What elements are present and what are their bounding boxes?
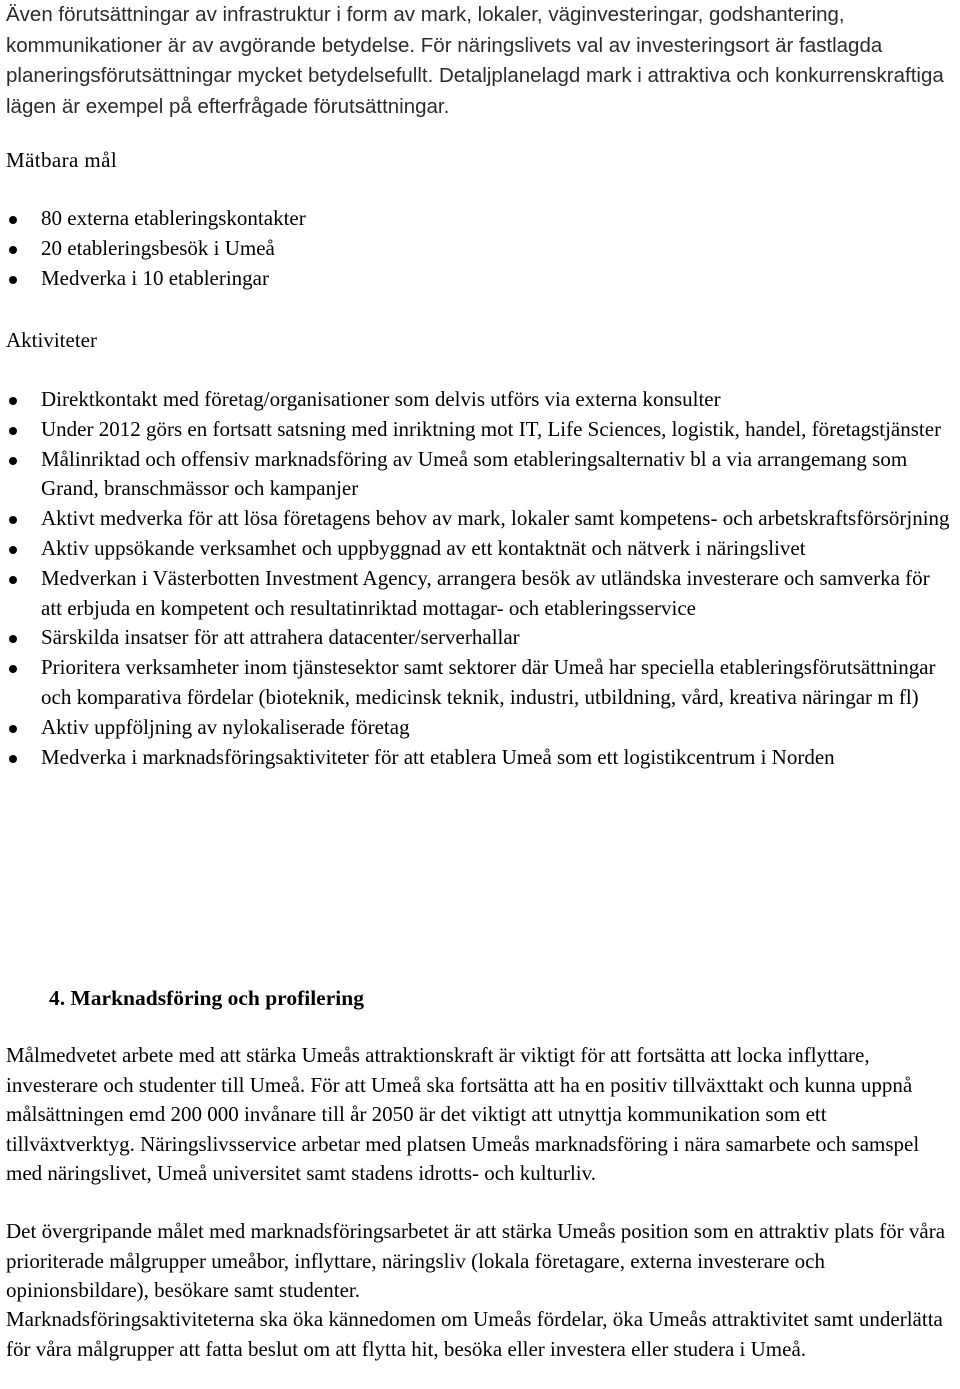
list-item-text: Aktiv uppsökande verksamhet och uppbyggnad av ett kontaktnät och nätverk i näringslivet xyxy=(41,535,806,560)
bullet-icon xyxy=(9,546,17,554)
body-paragraph: Målmedvetet arbete med att stärka Umeås attraktionskraft är viktigt för att fortsätta att locka inflyttare, investerare och studenter till Umeå. För att Umeå ska fortsätta att ha en positiv tillväxttakt och kunna uppnå målsättningen emd 200 000 invånare till år 2050 är det viktigt att utnyttja kommunikation som ett tillväxtverktyg. Näringslivsservice arbetar med platsen Umeås marknadsföring i nära samarbete och samspel med näringslivet, Umeå universitet samt stadens idrotts- och kulturliv. xyxy=(6,1043,920,1185)
list-item xyxy=(0,234,953,264)
intro-paragraph: Även förutsättningar av infrastruktur i form av mark, lokaler, väginvesteringar, godshantering, kommunikationer är av avgörande betydelse. För näringslivets val av investeringsort är fastlagda planeringsförutsättningar mycket betydelsefullt. Detaljplanelagd mark i attraktiva och konkurrenskraftiga lägen är exempel på efterfrågade förutsättningar. xyxy=(6,3,944,118)
bullet-icon xyxy=(9,397,17,405)
list-item-text: Målinriktad och offensiv marknadsföring av Umeå som etableringsalternativ bl a via arrangemang som Grand, branschmässor och kampanjer xyxy=(41,446,908,501)
body-paragraph: Marknadsföringsaktiviteterna ska öka kännedomen om Umeås fördelar, öka Umeås attraktivitet samt underlätta för våra målgrupper att fatta beslut om att flytta hit, besöka eller investera eller studera i Umeå. xyxy=(6,1307,943,1361)
body-paragraph: Det övergripande målet med marknadsföringsarbetet är att stärka Umeås position som en attraktiv plats för våra prioriterade målgrupper umeåbor, inflyttare, näringsliv (lokala företagare, externa investerare och opinionsbildare), besökare samt studenter. xyxy=(6,1219,946,1302)
bullet-icon xyxy=(9,216,17,224)
bullet-icon xyxy=(9,276,17,284)
list-item-text: 80 externa etableringskontakter xyxy=(41,206,306,230)
list-item-text: Medverkan i Västerbotten Investment Agency, arrangera besök av utländska investerare och samverka för att erbjuda en kompetent och resultatinriktad mottagar- och etableringsservice xyxy=(41,565,930,620)
list-item-text: Under 2012 görs en fortsatt satsning med inriktning mot IT, Life Sciences, logistik, handel, företagstjänster xyxy=(41,416,942,441)
activities-list xyxy=(0,385,960,772)
list-item xyxy=(0,623,953,653)
bullet-icon xyxy=(9,516,17,524)
list-item-text: 20 etableringsbesök i Umeå xyxy=(41,235,275,260)
section-title: 4. Marknadsföring och profilering xyxy=(49,986,364,1010)
list-item-text: Prioritera verksamheter inom tjänstesektor samt sektorer där Umeå har speciella etableringsförutsättningar och komparativa fördelar (bioteknik, medicinsk teknik, industri, utbildning, vård, kreativa näringar m fl) xyxy=(41,655,936,709)
list-item xyxy=(0,534,953,564)
list-item-text: Medverka i 10 etableringar xyxy=(41,265,269,290)
list-item xyxy=(0,743,953,773)
measurable-goals-heading: Mätbara mål xyxy=(6,148,118,172)
bullet-icon xyxy=(9,725,17,733)
bullet-icon xyxy=(9,635,17,643)
list-item-text: Direktkontakt med företag/organisationer som delvis utförs via externa konsulter xyxy=(41,387,721,411)
measurable-goals-list xyxy=(0,204,960,293)
list-item xyxy=(0,713,953,743)
list-item xyxy=(0,653,953,713)
list-item-text: Aktivt medverka för att lösa företagens behov av mark, lokaler samt kompetens- och arbetskraftsförsörjning xyxy=(41,506,950,531)
bullet-icon xyxy=(9,427,17,435)
bullet-icon xyxy=(9,576,17,584)
list-item xyxy=(0,264,953,294)
list-item xyxy=(0,445,953,505)
list-item-text: Medverka i marknadsföringsaktiviteter för att etablera Umeå som ett logistikcentrum i Norden xyxy=(41,744,835,769)
list-item xyxy=(0,204,953,234)
list-item xyxy=(0,385,953,415)
list-item-text: Särskilda insatser för att attrahera datacenter/serverhallar xyxy=(41,625,520,650)
bullet-icon xyxy=(9,665,17,673)
bullet-icon xyxy=(9,755,17,763)
list-item xyxy=(0,564,953,624)
activities-heading: Aktiviteter xyxy=(6,328,97,352)
bullet-icon xyxy=(9,457,17,465)
list-item xyxy=(0,504,953,534)
bullet-icon xyxy=(9,246,17,254)
list-item-text: Aktiv uppföljning av nylokaliserade företag xyxy=(41,714,410,739)
list-item xyxy=(0,415,953,445)
